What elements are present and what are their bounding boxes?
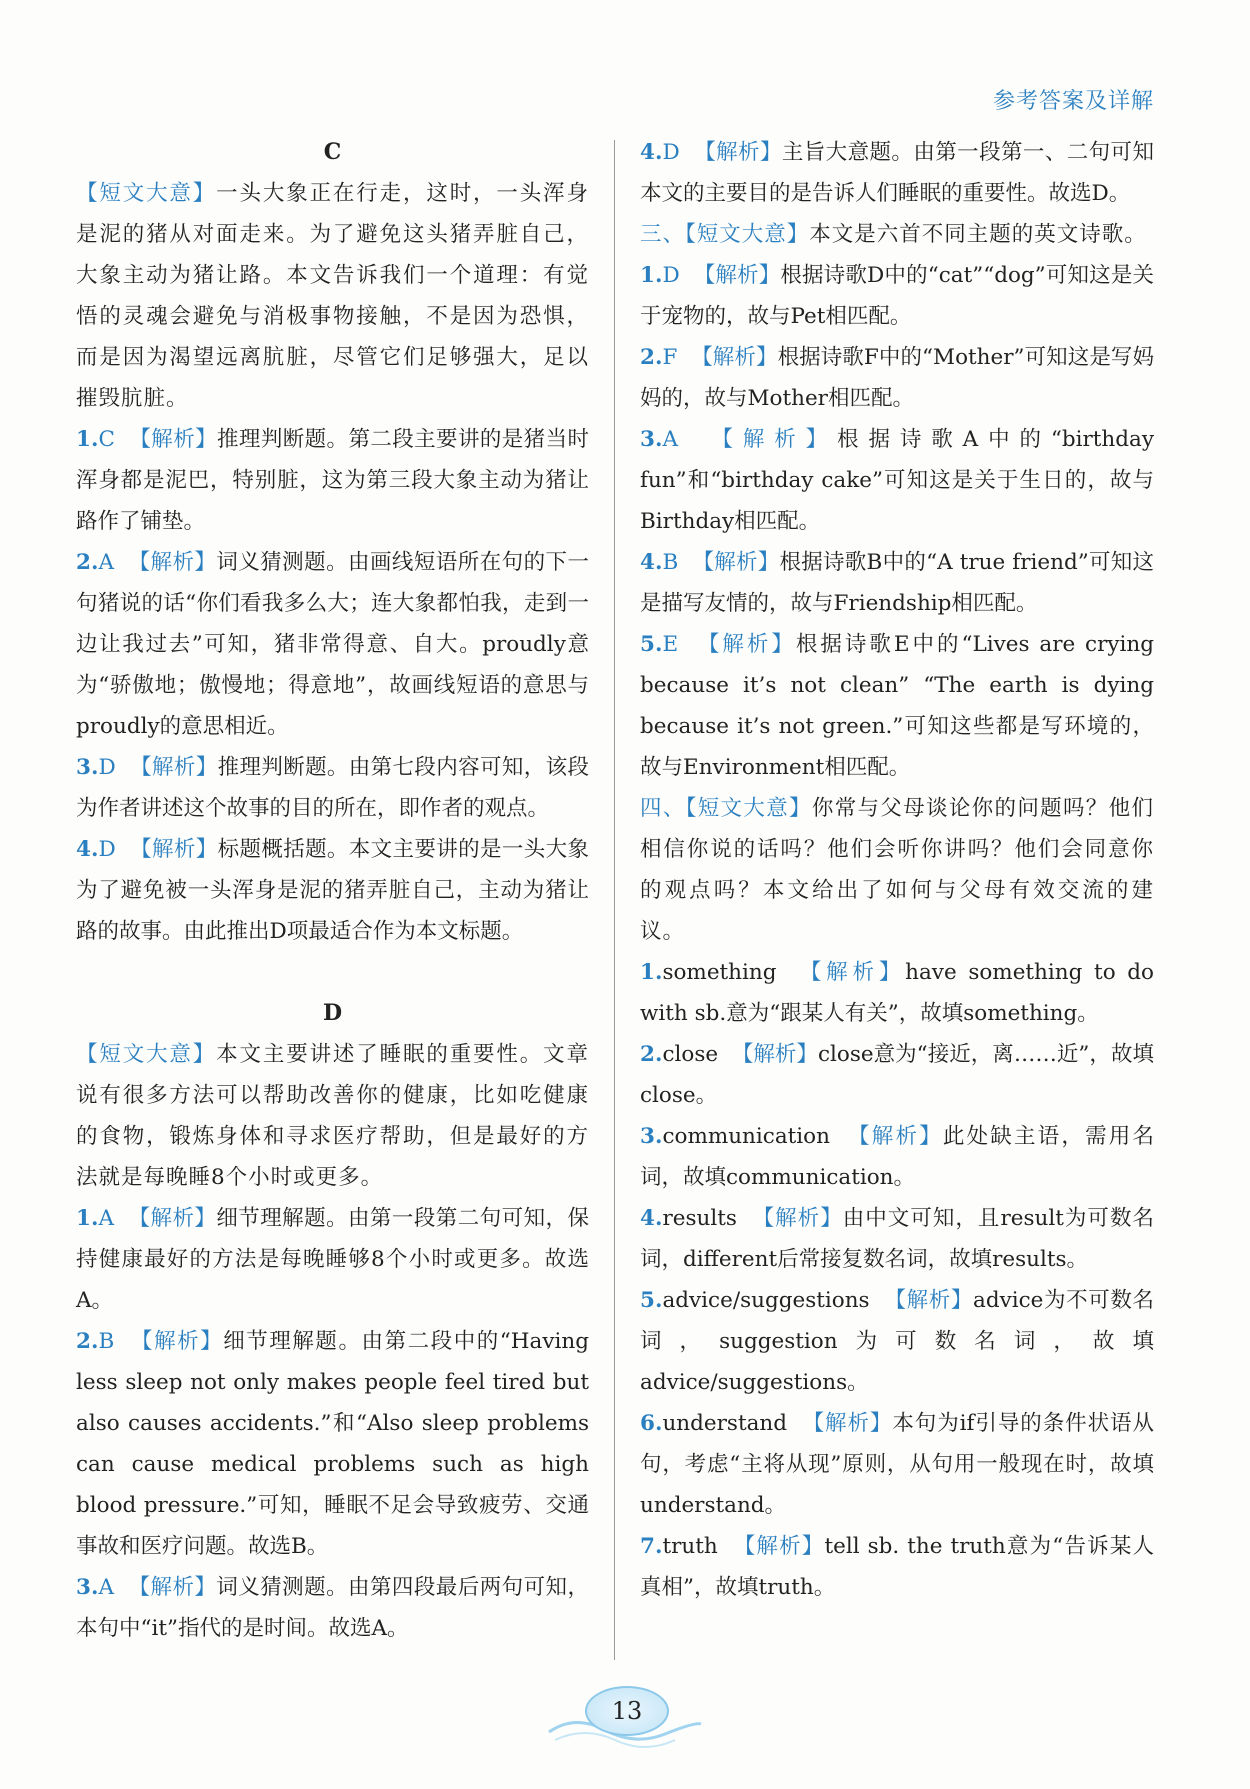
item-answer: D [98, 755, 116, 780]
item-answer: C [98, 427, 115, 452]
answer-item [640, 624, 1154, 788]
section-d-title: D [322, 1000, 343, 1026]
answer-item [76, 1198, 589, 1321]
analysis-tag: 【解析】 [691, 345, 778, 370]
item-answer: A [98, 1206, 114, 1231]
analysis-tag: 【解析】 [128, 1575, 217, 1600]
answer-item [640, 1198, 1154, 1280]
analysis-text: have something to do with sb.意为“跟某人有关”，故填something。 [640, 960, 1154, 1026]
item-answer: B [98, 1329, 115, 1354]
analysis-text: advice为不可数名词，suggestion为可数名词，故填advice/suggestions。 [640, 1288, 1154, 1395]
analysis-tag: 【解析】 [693, 263, 781, 288]
section-prefix: 四、 [640, 796, 686, 821]
summary-text: 本文主要讲述了睡眠的重要性。文章说有很多方法可以帮助改善你的健康，比如吃健康的食物，锻炼身体和寻求医疗帮助，但是最好的方法就是每晚睡8个小时或更多。 [76, 1042, 589, 1190]
item-number: 3. [76, 755, 99, 780]
analysis-tag: 【解析】 [848, 1124, 943, 1149]
analysis-tag: 【解析】 [802, 1411, 893, 1436]
item-number: 6. [640, 1411, 663, 1436]
item-number: 4. [640, 140, 663, 165]
item-number: 5. [640, 1288, 663, 1313]
analysis-tag: 【解析】 [128, 1206, 217, 1231]
summary-text: 你常与父母谈论你的问题吗？他们相信你说的话吗？他们会听你讲吗？他们会同意你的观点吗？本文给出了如何与父母有效交流的建议。 [640, 796, 1154, 944]
analysis-text: 主旨大意题。由第一段第一、二句可知本文的主要目的是告诉人们睡眠的重要性。故选D。 [640, 140, 1154, 206]
section-three-summary [640, 214, 1154, 255]
analysis-tag: 【解析】 [692, 550, 780, 575]
answer-item [76, 1567, 589, 1649]
page-header-title: 参考答案及详解 [992, 89, 1154, 114]
analysis-text: 根据诗歌A中的“birthday fun”和“birthday cake”可知这是关于生日的，故与Birthday相匹配。 [640, 427, 1154, 534]
analysis-tag: 【解析】 [733, 1534, 825, 1559]
item-answer: results [662, 1206, 737, 1231]
item-number: 3. [76, 1575, 99, 1600]
item-answer: D [98, 837, 116, 862]
answer-item [640, 419, 1154, 542]
page-number: 13 [585, 1686, 669, 1736]
item-number: 1. [640, 960, 663, 985]
left-column [76, 132, 589, 1649]
analysis-tag: 【解析】 [131, 1329, 224, 1354]
answer-item [640, 542, 1154, 624]
section-c-title: C [323, 139, 342, 165]
analysis-text: 细节理解题。由第二段中的“Having less sleep not only makes people feel tired but also causes accidents.”和“Also sleep problems can cause medical problems such as high blood pressure.”可知，睡眠不足会导致疲劳、交通事故和医疗问题。故选B。 [76, 1329, 589, 1559]
item-number: 1. [640, 263, 663, 288]
item-answer: understand [662, 1411, 788, 1436]
answer-item [640, 1034, 1154, 1116]
item-answer: E [662, 632, 679, 657]
analysis-text: 根据诗歌D中的“cat”“dog”可知这是关于宠物的，故与Pet相匹配。 [640, 263, 1154, 329]
analysis-text: 推理判断题。由第七段内容可知，该段为作者讲述这个故事的目的所在，即作者的观点。 [76, 755, 589, 821]
summary-tag: 【短文大意】 [685, 222, 810, 247]
analysis-tag: 【解析】 [711, 427, 838, 452]
analysis-tag: 【解析】 [130, 837, 218, 862]
analysis-text: tell sb. the truth意为“告诉某人真相”，故填truth。 [640, 1534, 1154, 1600]
answer-item [76, 829, 589, 952]
right-column [640, 132, 1154, 1608]
analysis-text: 本句为if引导的条件状语从句，考虑“主将从现”原则，从句用一般现在时，故填understand。 [640, 1411, 1154, 1518]
item-answer: truth [662, 1534, 718, 1559]
analysis-tag: 【解析】 [752, 1206, 843, 1231]
item-number: 3. [640, 427, 663, 452]
answer-item [640, 1116, 1154, 1198]
item-answer: A [662, 427, 678, 452]
analysis-text: close意为“接近，离……近”，故填close。 [640, 1042, 1154, 1108]
answer-item [76, 1321, 589, 1567]
analysis-tag: 【解析】 [731, 1042, 818, 1067]
answer-item [76, 542, 589, 747]
analysis-tag: 【解析】 [694, 140, 782, 165]
analysis-text: 推理判断题。第二段主要讲的是猪当时浑身都是泥巴，特别脏，这为第三段大象主动为猪让路作了铺垫。 [76, 427, 589, 534]
answer-item [640, 952, 1154, 1034]
item-answer: D [662, 263, 680, 288]
analysis-text: 词义猜测题。由第四段最后两句可知，本句中“it”指代的是时间。故选A。 [76, 1575, 589, 1641]
item-number: 2. [76, 1329, 99, 1354]
answer-item [640, 337, 1154, 419]
answer-item [640, 1403, 1154, 1526]
analysis-text: 此处缺主语，需用名词，故填communication。 [640, 1124, 1154, 1190]
item-number: 1. [76, 427, 99, 452]
answer-item [640, 1280, 1154, 1403]
column-divider [614, 140, 615, 1660]
summary-tag: 【短文大意】 [685, 796, 812, 821]
item-number: 4. [76, 837, 99, 862]
item-answer: A [98, 1575, 114, 1600]
answer-item [76, 747, 589, 829]
summary-tag: 【短文大意】 [76, 1042, 217, 1067]
analysis-tag: 【解析】 [799, 960, 906, 985]
analysis-text: 词义猜测题。由画线短语所在句的下一句猪说的话“你们看我多么大；连大象都怕我，走到一边让我过去”可知，猪非常得意、自大。proudly意为“骄傲地；傲慢地；得意地”，故画线短语的意思与proudly的意思相近。 [76, 550, 589, 739]
answer-item [640, 132, 1154, 214]
item-number: 4. [640, 550, 663, 575]
item-number: 2. [640, 1042, 663, 1067]
item-answer: D [662, 140, 680, 165]
analysis-tag: 【解析】 [129, 427, 218, 452]
item-answer: B [662, 550, 679, 575]
page-number-badge [545, 1680, 705, 1750]
analysis-tag: 【解析】 [130, 755, 218, 780]
analysis-text: 根据诗歌E中的“Lives are crying because it’s not clean” “The earth is dying because it’s not green.”可知这些都是写环境的，故与Environment相匹配。 [640, 632, 1154, 780]
analysis-text: 标题概括题。本文主要讲的是一头大象为了避免被一头浑身是泥的猪弄脏自己，主动为猪让路的故事。由此推出D项最适合作为本文标题。 [76, 837, 589, 944]
item-answer: F [662, 345, 678, 370]
answer-item [640, 1526, 1154, 1608]
summary-text: 一头大象正在行走，这时，一头浑身是泥的猪从对面走来。为了避免这头猪弄脏自己，大象主动为猪让路。本文告诉我们一个道理：有觉悟的灵魂会避免与消极事物接触，不是因为恐惧，而是因为渴望远离肮脏，尽管它们足够强大，足以摧毁肮脏。 [76, 181, 589, 411]
answer-item [76, 419, 589, 542]
section-c-summary [76, 173, 589, 419]
analysis-tag: 【解析】 [697, 632, 796, 657]
item-answer: close [662, 1042, 719, 1067]
analysis-text: 由中文可知，且result为可数名词，different后常接复数名词，故填results。 [640, 1206, 1154, 1272]
item-number: 2. [76, 550, 99, 575]
item-number: 1. [76, 1206, 99, 1231]
item-answer: something [662, 960, 777, 985]
item-answer: communication [662, 1124, 830, 1149]
analysis-tag: 【解析】 [128, 550, 217, 575]
item-answer: advice/suggestions [662, 1288, 870, 1313]
item-number: 4. [640, 1206, 663, 1231]
section-four-summary [640, 788, 1154, 952]
summary-text: 本文是六首不同主题的英文诗歌。 [809, 222, 1147, 247]
analysis-text: 根据诗歌F中的“Mother”可知这是写妈妈的，故与Mother相匹配。 [640, 345, 1154, 411]
analysis-text: 细节理解题。由第一段第二句可知，保持健康最好的方法是每晚睡够8个小时或更多。故选A。 [76, 1206, 589, 1313]
item-number: 2. [640, 345, 663, 370]
item-number: 5. [640, 632, 663, 657]
answer-item [640, 255, 1154, 337]
item-answer: A [98, 550, 114, 575]
item-number: 7. [640, 1534, 663, 1559]
section-d-summary [76, 1034, 589, 1198]
summary-tag: 【短文大意】 [76, 181, 217, 206]
item-number: 3. [640, 1124, 663, 1149]
section-prefix: 三、 [640, 222, 686, 247]
analysis-tag: 【解析】 [884, 1288, 973, 1313]
analysis-text: 根据诗歌B中的“A true friend”可知这是描写友情的，故与Friendship相匹配。 [640, 550, 1154, 616]
